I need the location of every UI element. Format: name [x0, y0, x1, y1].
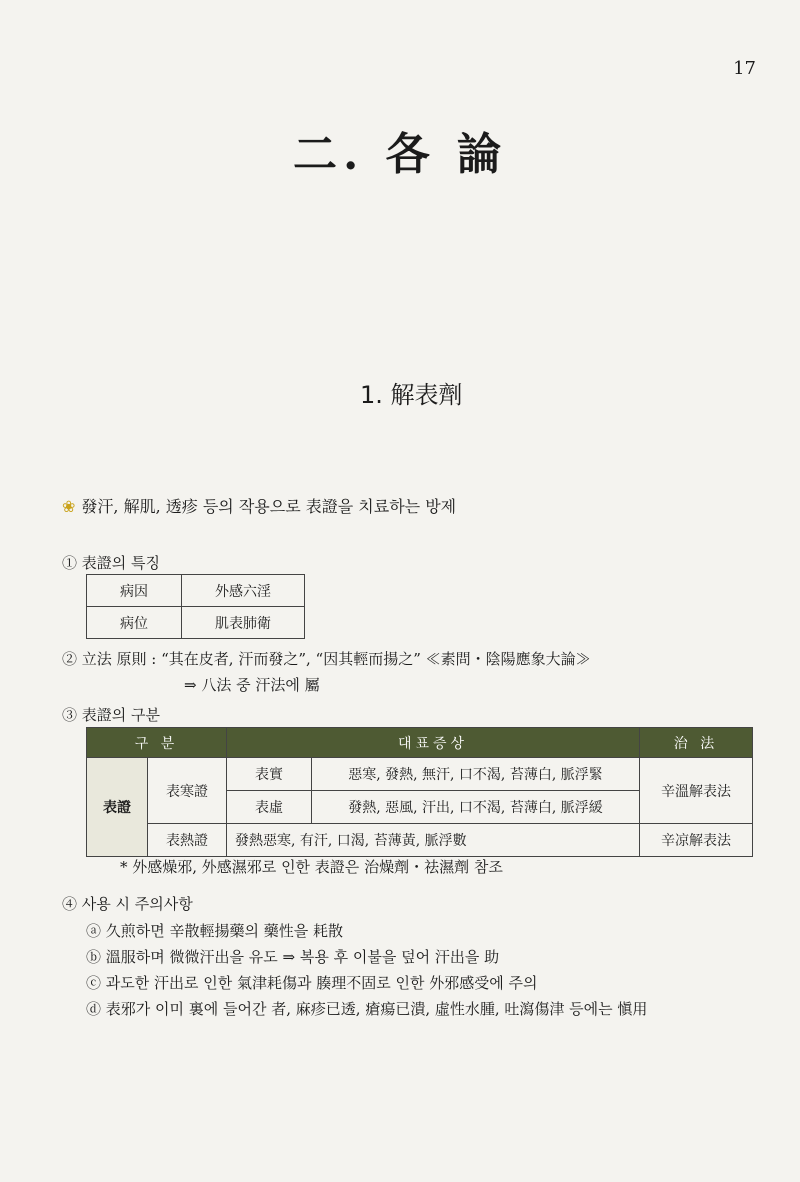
cold-label: 表寒證 — [148, 758, 227, 824]
feature-value: 肌表肺衛 — [182, 607, 305, 639]
section-title: 1. 解表劑 — [360, 381, 463, 409]
caution-item: ⓓ 表邪가 이미 裏에 들어간 者, 麻疹已透, 瘡瘍已潰, 虛性水腫, 吐瀉傷津 등에는 愼用 — [86, 1000, 648, 1018]
features-table — [86, 574, 305, 639]
table-row — [87, 607, 305, 639]
intro-text: 發汗, 解肌, 透疹 등의 작용으로 表證을 치료하는 방제 — [81, 497, 457, 516]
classification-table — [86, 727, 753, 857]
shi-label: 表實 — [227, 758, 312, 791]
table-row — [87, 575, 305, 607]
feature-key: 病位 — [87, 607, 182, 639]
chapter-title: 二. 各 論 — [293, 129, 507, 180]
principle-line: ② 立法 原則 : “其在皮者, 汗而發之”, “因其輕而揚之” ≪素問・陰陽應象大論≫ — [62, 650, 591, 668]
group-cell: 表證 — [87, 758, 148, 857]
heading-cautions: ④ 사용 시 주의사항 — [62, 895, 193, 913]
flower-icon: ❀ — [62, 497, 76, 516]
page-number: 17 — [733, 58, 756, 79]
hot-label: 表熱證 — [148, 824, 227, 857]
caution-item: ⓒ 과도한 汗出로 인한 氣津耗傷과 腠理不固로 인한 外邪感受에 주의 — [86, 974, 538, 992]
intro-line — [62, 494, 456, 517]
table-row — [87, 824, 753, 857]
feature-key: 病因 — [87, 575, 182, 607]
cold-method: 辛溫解表法 — [640, 758, 753, 824]
note: * 外感燥邪, 外感濕邪로 인한 表證은 治燥劑・祛濕劑 참조 — [120, 858, 503, 876]
xu-symptoms: 發熱, 惡風, 汗出, 口不渴, 苔薄白, 脈浮緩 — [312, 791, 640, 824]
principle-result: ⇒ 八法 중 汗法에 屬 — [184, 676, 320, 694]
table-row — [87, 758, 753, 791]
header-symptoms: 대표증상 — [227, 728, 640, 758]
heading-features: ① 表證의 특징 — [62, 554, 161, 572]
header-method: 治 法 — [640, 728, 753, 758]
caution-item: ⓐ 久煎하면 辛散輕揚藥의 藥性을 耗散 — [86, 922, 344, 940]
header-category: 구 분 — [87, 728, 227, 758]
xu-label: 表虛 — [227, 791, 312, 824]
hot-method: 辛凉解表法 — [640, 824, 753, 857]
shi-symptoms: 惡寒, 發熱, 無汗, 口不渴, 苔薄白, 脈浮緊 — [312, 758, 640, 791]
feature-value: 外感六淫 — [182, 575, 305, 607]
table-header-row — [87, 728, 753, 758]
caution-item: ⓑ 溫服하며 微微汗出을 유도 ⇒ 복용 후 이불을 덮어 汗出을 助 — [86, 948, 500, 966]
hot-symptoms: 發熱惡寒, 有汗, 口渴, 苔薄黃, 脈浮數 — [227, 824, 640, 857]
heading-classification: ③ 表證의 구분 — [62, 706, 161, 724]
